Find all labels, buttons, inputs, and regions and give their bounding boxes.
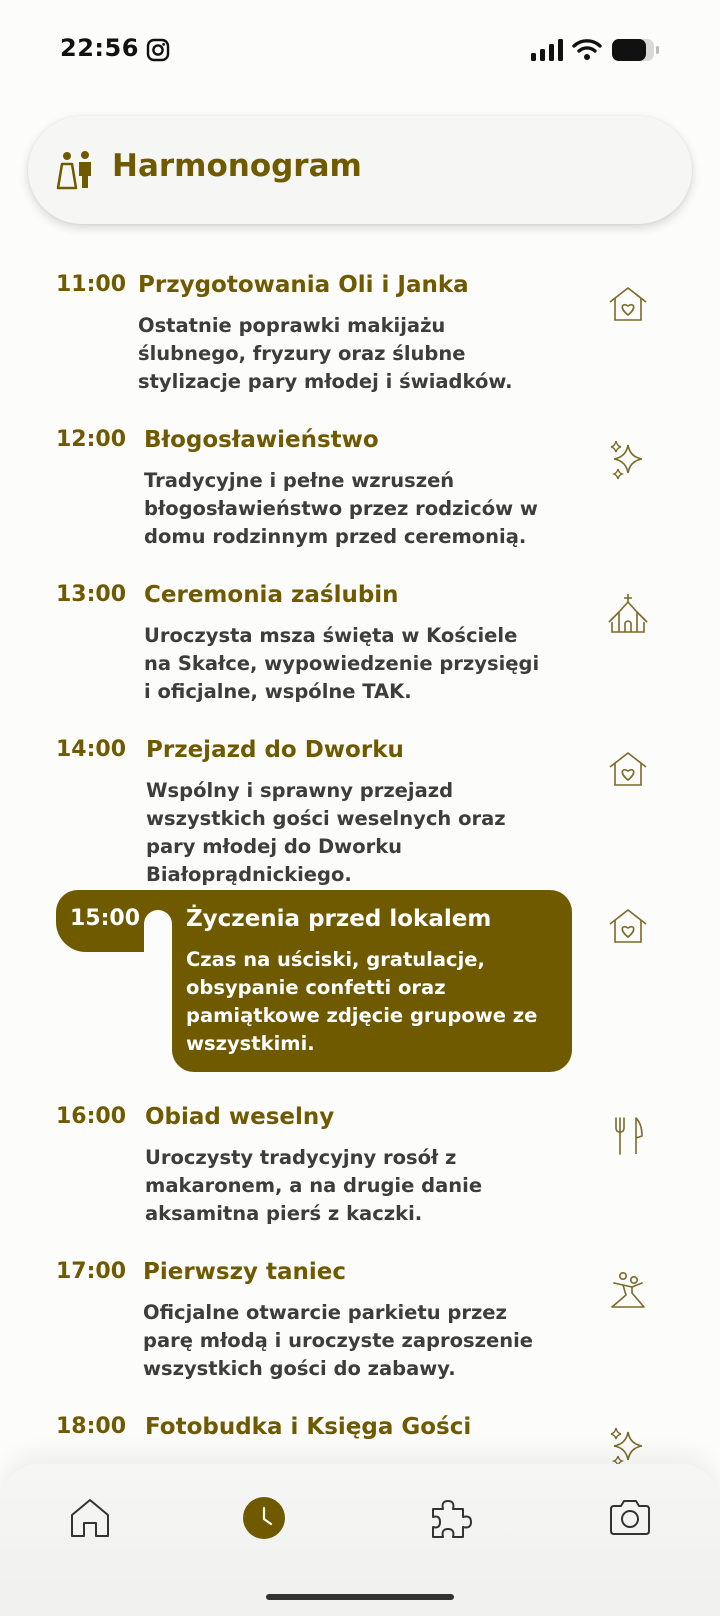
church-icon [606, 592, 650, 636]
event-title: Przejazd do Dworku [146, 737, 404, 763]
sparkles-icon [606, 1424, 650, 1466]
event-time: 11:00 [56, 272, 127, 297]
event-time: 15:00 [70, 906, 141, 931]
event-time: 17:00 [56, 1259, 127, 1284]
event-title: Błogosławieństwo [144, 427, 379, 453]
fork-knife-icon [606, 1114, 650, 1158]
schedule-timeline[interactable] [0, 260, 720, 1466]
nav-home-button[interactable] [60, 1488, 120, 1548]
event-description: Ostatnie poprawki makijażu ślubnego, fryzury oraz ślubne stylizacje pary młodej i świadków. [138, 314, 513, 393]
event-time: 16:00 [56, 1104, 127, 1129]
signal-icon [531, 39, 563, 61]
bottom-nav [0, 1464, 720, 1616]
house-heart-icon [606, 904, 650, 948]
house-heart-icon [606, 747, 650, 791]
event-description: Czas na uściski, gratulacje, obsypanie confetti oraz pamiątkowe zdjęcie grupowe ze wszystkimi. [186, 948, 538, 1055]
couple-icon [56, 150, 96, 190]
page-title: Harmonogram [112, 148, 362, 184]
nav-schedule-button[interactable] [234, 1488, 294, 1548]
event-time: 13:00 [56, 582, 127, 607]
home-indicator[interactable] [266, 1594, 454, 1600]
nav-puzzle-button[interactable] [420, 1488, 480, 1548]
house-heart-icon [606, 282, 650, 326]
event-title: Fotobudka i Księga Gości [145, 1414, 472, 1440]
event-description: Uroczysty tradycyjny rosół z makaronem, a na drugie danie aksamitna pierś z kaczki. [145, 1146, 483, 1225]
event-time: 12:00 [56, 427, 127, 452]
dancing-couple-icon [606, 1269, 650, 1313]
status-time: 22:56 [60, 34, 139, 62]
camera-icon [607, 1495, 653, 1541]
event-time: 18:00 [56, 1414, 127, 1439]
nav-camera-button[interactable] [600, 1488, 660, 1548]
event-description: Uroczysta msza święta w Kościele na Skałce, wypowiedzenie przysięgi i oficjalne, wspólne TAK. [144, 624, 540, 703]
event-description: Wspólny i sprawny przejazd wszystkich gości weselnych oraz pary młodej do Dworku Białoprądnickiego. [146, 779, 506, 886]
status-bar [0, 0, 720, 100]
event-title: Życzenia przed lokalem [186, 906, 492, 932]
event-title: Przygotowania Oli i Janka [138, 272, 469, 298]
highlight-notch [144, 910, 172, 952]
home-icon [67, 1495, 113, 1541]
puzzle-icon [427, 1495, 473, 1541]
wifi-icon [572, 38, 602, 60]
instagram-icon [146, 38, 170, 62]
event-title: Pierwszy taniec [143, 1259, 347, 1285]
event-description: Tradycyjne i pełne wzruszeń błogosławieństwo przez rodziców w domu rodzinnym przed ceremonią. [144, 469, 538, 548]
event-title: Obiad weselny [145, 1104, 335, 1130]
event-description: Oficjalne otwarcie parkietu przez parę młodą i uroczyste zaproszenie wszystkich gości do zabawy. [143, 1301, 533, 1380]
event-title: Ceremonia zaślubin [144, 582, 399, 608]
battery-icon [611, 38, 661, 62]
header-card [28, 116, 692, 224]
clock-icon [243, 1497, 285, 1539]
sparkles-icon [606, 437, 650, 481]
event-time: 14:00 [56, 737, 127, 762]
